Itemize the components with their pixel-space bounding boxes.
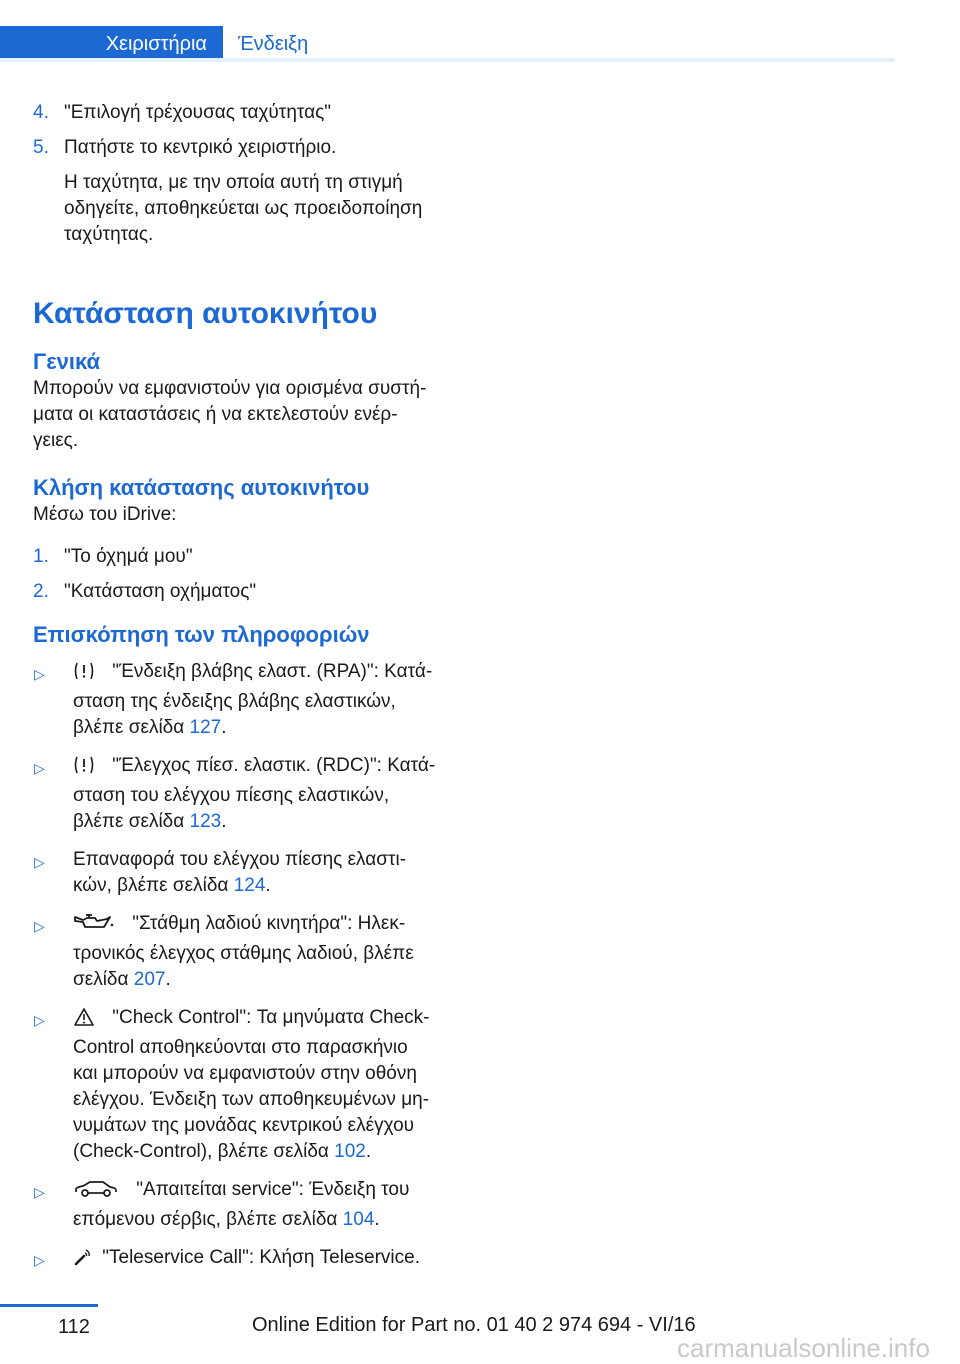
bullet-triangle-icon: ▷ [34, 1252, 45, 1268]
bullet-triangle-icon: ▷ [34, 918, 45, 934]
step-note: Η ταχύτητα, με την οποία αυτή τη στιγμή οδηγείτε, αποθηκεύεται ως προειδοποίηση ταχύτητας. [64, 172, 423, 245]
step-text: Πατήστε το κεντρικό χειριστήριο. [64, 137, 337, 158]
step-text: "Κατάσταση οχήματος" [64, 581, 257, 602]
step-item [33, 100, 453, 126]
page-link[interactable]: 123 [189, 811, 222, 832]
step-text: "Το όχημά μου" [64, 546, 193, 567]
tab-controls[interactable]: Χειριστήρια [0, 26, 223, 62]
overview-text: "Teleservice Call": Κλήση Teleservice. [97, 1247, 420, 1268]
page-link[interactable]: 104 [342, 1209, 375, 1230]
step-item [33, 135, 453, 248]
header-bar [0, 0, 895, 62]
overview-item [33, 753, 453, 835]
header-divider [0, 58, 895, 62]
tire-warning-icon [73, 755, 95, 783]
overview-text: Επαναφορά του ελέγχου πίεσης ελαστι- κών, βλέπε σελίδα [73, 849, 407, 896]
step-number: 1. [33, 546, 49, 567]
page-link[interactable]: 102 [334, 1141, 366, 1162]
oil-can-icon [73, 913, 115, 941]
overview-heading: Επισκόπηση των πληροφοριών [33, 622, 370, 647]
bullet-triangle-icon: ▷ [34, 666, 45, 682]
step-number: 5. [33, 137, 49, 158]
step-number: 2. [33, 581, 49, 602]
footer-rule [0, 1304, 98, 1307]
watermark: carmanualsonline.info [677, 1333, 930, 1363]
overview-item [33, 1177, 453, 1233]
main-column [33, 100, 453, 1275]
overview-end: . [221, 717, 227, 738]
car-service-icon [73, 1179, 119, 1207]
bullet-triangle-icon: ▷ [34, 854, 45, 870]
page-number: 112 [58, 1316, 90, 1338]
page-link[interactable]: 207 [133, 969, 166, 990]
bullet-triangle-icon: ▷ [34, 760, 45, 776]
overview-text: "Στάθμη λαδιού κινητήρα": Ηλεκ- τρονικός έλεγχος στάθμης λαδιού, βλέπε σελίδα [73, 913, 414, 990]
overview-text: "Check Control": Τα μηνύματα Check- Control αποθηκεύονται στο παρασκήνιο και μπορούν να εμφανιστούν στην οθόνη ελέγχου. Ένδειξη των αποθηκευμένων μη- νυμάτων της μονάδας κεντρικού ελέγχου (Check-Control), βλέπε σελίδα [73, 1007, 430, 1162]
section-title: Κατάσταση αυτοκινήτου [33, 297, 378, 330]
overview-item [33, 659, 453, 741]
step-item [33, 579, 453, 605]
tire-warning-icon [73, 661, 95, 689]
call-status-heading: Κλήση κατάστασης αυτοκινήτου [33, 475, 370, 500]
call-status-steps [33, 544, 453, 605]
overview-item [33, 911, 453, 993]
bullet-triangle-icon: ▷ [34, 1184, 45, 1200]
general-body: Μπορούν να εμφανιστούν για ορισμένα συστή- ματα οι καταστάσεις ή να εκτελεστούν ενέρ- γειες. [33, 378, 427, 451]
step-text: "Επιλογή τρέχουσας ταχύτητας" [64, 102, 332, 123]
wrench-call-icon [73, 1247, 93, 1275]
overview-end: . [374, 1209, 380, 1230]
overview-end: . [165, 969, 171, 990]
tab-display[interactable]: Ένδειξη [238, 33, 309, 55]
general-heading: Γενικά [33, 349, 101, 374]
overview-text: "Απαιτείται service": Ένδειξη του επόμενου σέρβις, βλέπε σελίδα [73, 1179, 410, 1230]
warning-triangle-icon [73, 1007, 95, 1035]
page-link[interactable]: 124 [233, 875, 266, 896]
overview-text: "Ένδειξη βλάβης ελαστ. (RPA)": Κατά- σταση της ένδειξης βλάβης ελαστικών, βλέπε σελίδα [73, 661, 433, 738]
step-number: 4. [33, 102, 49, 123]
edition-note: Online Edition for Part no. 01 40 2 974 694 - VI/16 [252, 1314, 696, 1336]
overview-end: . [365, 1141, 372, 1162]
overview-item [33, 1005, 453, 1165]
overview-item [33, 847, 453, 899]
call-status-intro: Μέσω του iDrive: [33, 504, 177, 525]
overview-list [33, 659, 453, 1275]
page-link[interactable]: 127 [189, 717, 222, 738]
intro-steps [33, 100, 453, 248]
overview-item [33, 1245, 453, 1275]
overview-end: . [265, 875, 271, 896]
overview-text: "Έλεγχος πίεσ. ελαστικ. (RDC)": Κατά- σταση του ελέγχου πίεσης ελαστικών, βλέπε σελίδα [73, 755, 436, 832]
bullet-triangle-icon: ▷ [34, 1012, 45, 1028]
overview-end: . [221, 811, 227, 832]
step-item [33, 544, 453, 570]
